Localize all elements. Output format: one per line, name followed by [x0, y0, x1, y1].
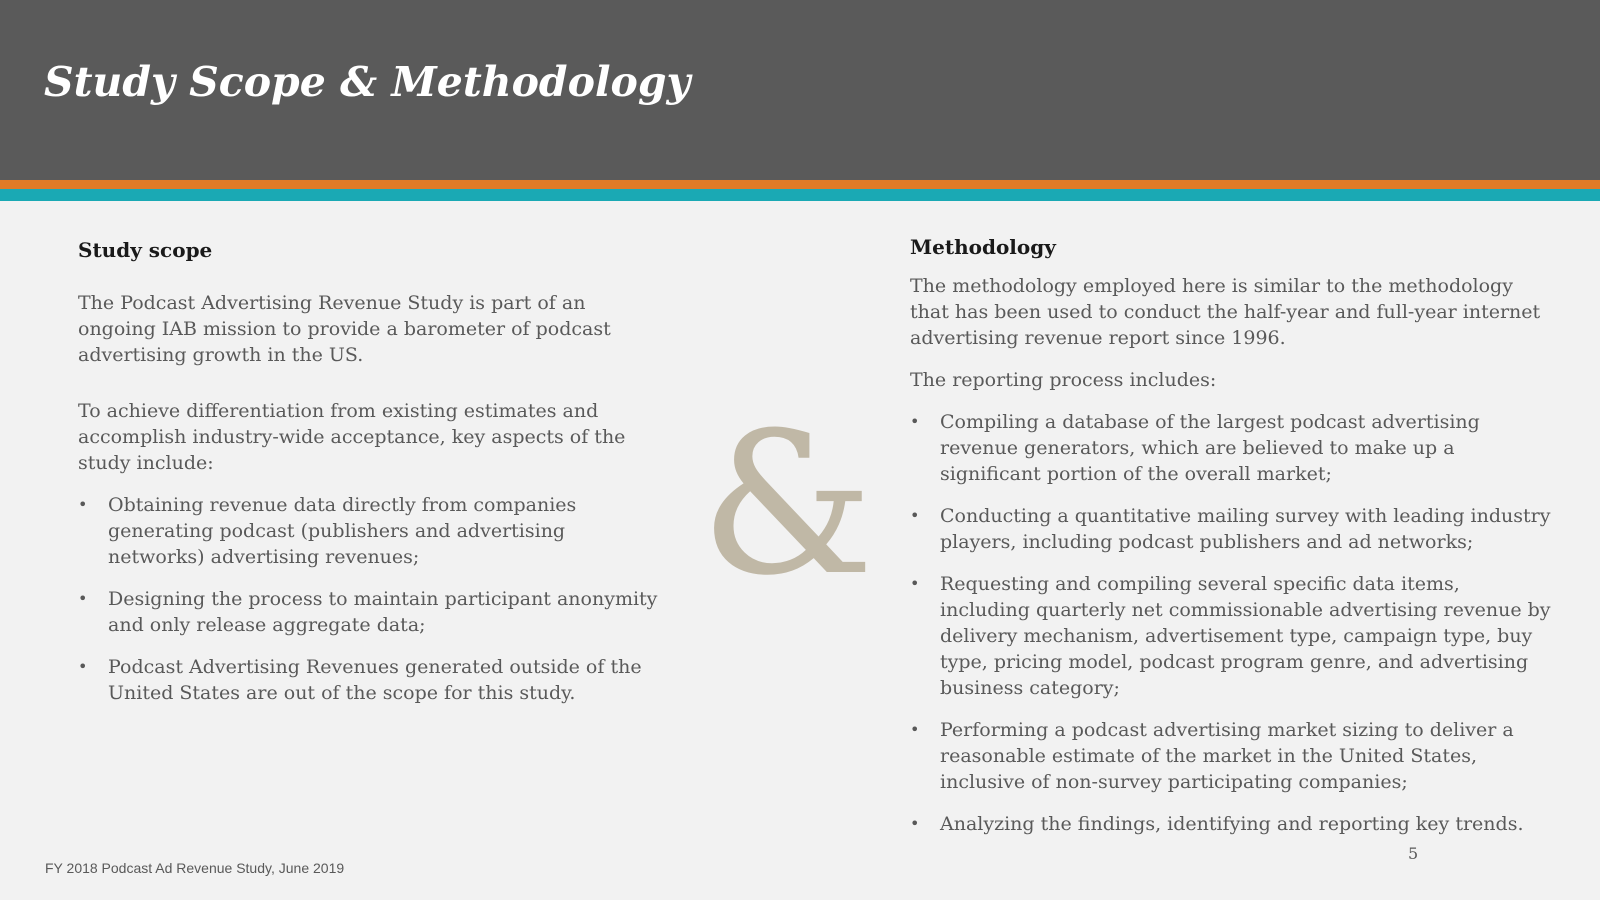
bullet-text: Analyzing the findings, identifying and reporting key trends.	[940, 813, 1524, 835]
bullet-text: Compiling a database of the largest podcast advertising revenue generators, which are believed to make up a significant portion of the overall market;	[940, 411, 1480, 485]
page-title: Study Scope & Methodology	[44, 58, 691, 106]
bullet-icon: •	[910, 412, 920, 431]
bullet-text: Requesting and compiling several specific data items, including quarterly net commissionable advertising revenue by delivery mechanism, advertisement type, campaign type, buy type, pricing model, podcast program genre, and advertising business category;	[940, 573, 1551, 699]
scope-bullet-item	[78, 492, 658, 570]
page-number: 5	[1408, 844, 1419, 863]
study-scope-heading: Study scope	[78, 238, 213, 262]
bullet-icon: •	[78, 495, 88, 514]
methodology-bullet-item	[910, 409, 1555, 487]
methodology-paragraph: The reporting process includes:	[910, 369, 1217, 391]
bullet-icon: •	[910, 720, 920, 739]
scope-bullet-item	[78, 654, 658, 706]
ampersand-divider: &	[700, 391, 875, 619]
orange-stripe	[0, 180, 1600, 189]
bullet-icon: •	[910, 574, 920, 593]
methodology-bullet-item	[910, 811, 1555, 837]
teal-stripe	[0, 189, 1600, 201]
bullet-text: Performing a podcast advertising market sizing to deliver a reasonable estimate of the market in the United States, inclusive of non-survey participating companies;	[940, 719, 1514, 793]
footer-text: FY 2018 Podcast Ad Revenue Study, June 2019	[45, 860, 345, 876]
methodology-section	[910, 233, 1555, 853]
methodology-paragraph: The methodology employed here is similar to the methodology that has been used to conduct the half-year and full-year internet advertising revenue report since 1996.	[910, 275, 1541, 349]
bullet-icon: •	[78, 657, 88, 676]
scope-bullet-item	[78, 586, 658, 638]
scope-bullet-list	[78, 492, 658, 706]
methodology-bullet-list	[910, 409, 1555, 837]
study-scope-section	[78, 236, 658, 722]
bullet-icon: •	[910, 814, 920, 833]
bullet-text: Conducting a quantitative mailing survey with leading industry players, including podcast publishers and ad networks;	[940, 505, 1551, 553]
methodology-bullet-item	[910, 571, 1555, 701]
bullet-text: Obtaining revenue data directly from companies generating podcast (publishers and advertising networks) advertising revenues;	[108, 494, 577, 568]
bullet-icon: •	[78, 589, 88, 608]
bullet-text: Designing the process to maintain participant anonymity and only release aggregate data;	[108, 588, 658, 636]
bullet-icon: •	[910, 506, 920, 525]
scope-paragraph: The Podcast Advertising Revenue Study is part of an ongoing IAB mission to provide a barometer of podcast advertising growth in the US.	[78, 292, 611, 366]
scope-paragraph: To achieve differentiation from existing estimates and accomplish industry-wide acceptance, key aspects of the study include:	[78, 400, 626, 474]
methodology-bullet-item	[910, 503, 1555, 555]
bullet-text: Podcast Advertising Revenues generated outside of the United States are out of the scope for this study.	[108, 656, 642, 704]
methodology-bullet-item	[910, 717, 1555, 795]
header-band	[0, 0, 1600, 180]
methodology-heading: Methodology	[910, 235, 1056, 259]
